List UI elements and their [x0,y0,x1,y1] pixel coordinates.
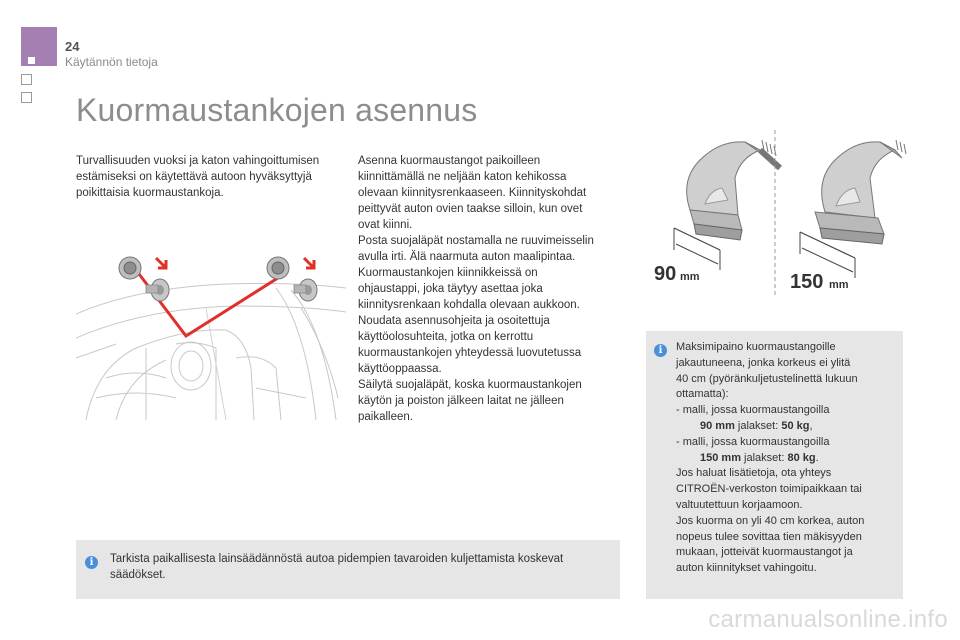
section-marker-empty [21,92,32,103]
instruction-line: Asenna kuormaustangot paikoilleen [358,155,541,167]
info-line: valtuutettuun korjaamoon. [676,498,803,511]
intro-paragraph: Turvallisuuden vuoksi ja katon vahingoittumisen estämiseksi on käytettävä autoon hyväksyttyjä poikittaisia kuormaustankoja. [76,155,320,199]
roof-bar-feet-illustration [650,120,910,295]
info-line: Jos haluat lisätietoja, ota yhteys [676,467,832,480]
page-title: Kuormaustankojen asennus [76,92,478,128]
info-icon: i [654,344,667,357]
roof-bar-foot-150mm [800,140,906,278]
instruction-line: paikalleen. [358,411,413,423]
watermark: carmanualsonline.info [708,606,948,633]
info-line: Jos kuorma on yli 40 cm korkea, auton [676,514,865,527]
info-line: 40 cm (pyöränkuljetustelinettä lukuun [676,372,858,385]
roof-bar-foot-90mm [674,140,780,270]
instruction-line: Noudata asennusohjeita ja osoitettuja [358,315,550,327]
instruction-line: käyttöolosuhteita, jotka on kerrottu [358,331,534,343]
section-marker-empty [21,74,32,85]
instruction-line: käyttöoppaassa. [358,363,442,375]
instruction-line: Kuormaustankojen kiinnikkeissä on [358,267,538,279]
info-item-1-detail: 90 mm jalakset: 50 kg, [700,419,813,432]
info-item-1-line: - malli, jossa kuormaustangoilla [676,404,830,417]
instruction-line: olevaan kiinnitysrenkaaseen. Kiinnityskohdat [358,187,587,199]
instruction-line: kuormaustankojen yhteydessä luovutetussa [358,347,582,359]
section-title: Käytännön tietoja [65,55,158,69]
info-line: nopeus tulee sovittaa tien mäkisyyden [676,530,862,543]
instruction-line: kiinnitysrenkaan kohdalla olevaan aukkoon. [358,299,580,311]
label-150-unit: mm [829,279,849,291]
info-item-2-line: - malli, jossa kuormaustangoilla [676,435,830,448]
max-load-info-box [646,331,903,599]
legislation-note-box [76,540,620,599]
instruction-line: ovat kiinni. [358,219,413,231]
info-line: jakautuneena, jonka korkeus ei ylitä [676,356,851,369]
instruction-line: avulla irti. Älä naarmuta auton maalipintaa. [358,251,576,263]
info-line: Maksimipaino kuormaustangoille [676,341,836,353]
instruction-line: kiinnittämällä ne neljään katon kehikossa [358,171,567,183]
instruction-line: ohjaustappi, joka täytyy asettaa joka [358,283,543,295]
info-icon: i [85,556,98,569]
car-roof-fixing-illustration [76,248,346,420]
label-90: 90 [654,263,677,285]
instructions-paragraph [358,153,620,425]
info-line: mukaan, jotteivät kuormaustangot ja [676,546,853,559]
section-marker [21,27,57,66]
info-line: ottamatta): [676,388,729,401]
label-90-unit: mm [680,271,700,283]
instruction-line: Posta suojaläpät nostamalla ne ruuvimeisselin [358,235,594,247]
page-number: 24 [65,39,80,54]
instruction-line: peittyvät auton ovien taakse silloin, kun ovet [358,203,583,215]
info-line: auton kiinnitykset vahingoitu. [676,562,817,575]
info-line: CITROËN-verkoston toimipaikkaan tai [676,483,862,496]
info-item-2-detail: 150 mm jalakset: 80 kg. [700,451,819,464]
legislation-note-text: Tarkista paikallisesta lainsäädännöstä autoa pidempien tavaroiden kuljettamista koskevat säädökset. [110,553,564,581]
label-150: 150 [790,271,824,293]
instruction-line: Säilytä suojaläpät, koska kuormaustankojen [358,379,582,391]
instruction-line: käytön ja poiston jälkeen laitat ne jälleen [358,395,564,407]
